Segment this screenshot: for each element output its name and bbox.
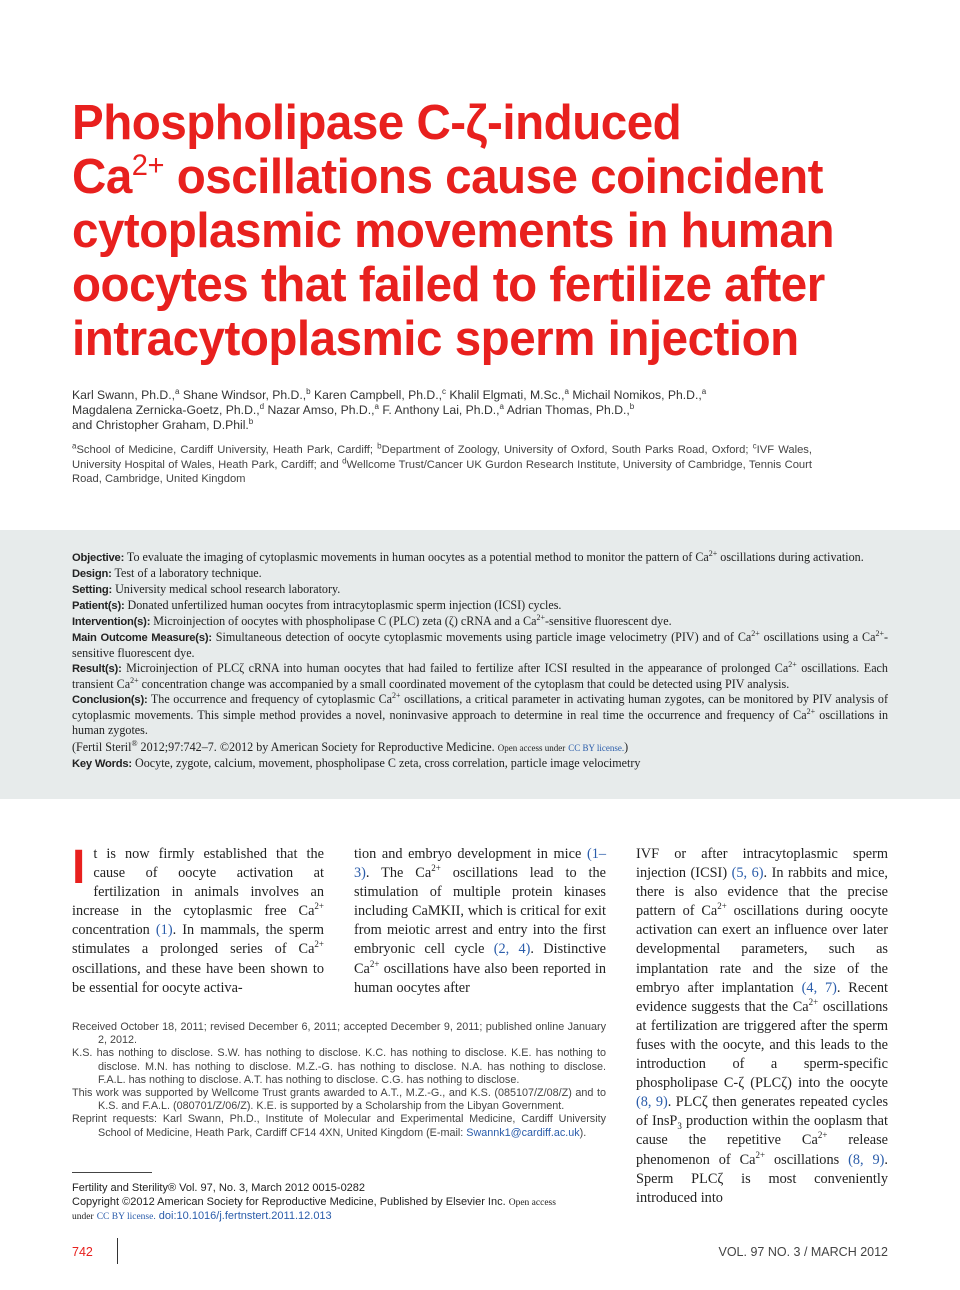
superscript: 2+ — [751, 628, 760, 638]
reference-link[interactable]: (1–3) — [354, 846, 606, 882]
abstract-text: To evaluate the imaging of cytoplasmic movements in human oocytes as a potential method to monitor the pattern of Ca — [126, 550, 709, 564]
abstract-text: oscillations in human zygotes. — [72, 708, 888, 737]
body-text: oscillations lead to the stimulation of multiple protein kinases including CaMKII, which is critical for exit from meiotic arrest and entry into the first embryonic cell cycle — [354, 865, 606, 958]
body-column-3 — [636, 845, 888, 1208]
author-name: Magdalena Zernicka-Goetz, Ph.D., — [72, 403, 260, 417]
keywords-text: Oocyte, zygote, calcium, movement, phospholipase C zeta, cross correlation, particle image velocimetry — [135, 756, 641, 770]
reference-link[interactable]: (1) — [155, 922, 173, 939]
superscript: 2+ — [808, 996, 819, 1007]
body-text: . Sperm PLCζ is most conveniently introduced into — [636, 1151, 888, 1206]
affiliation-marker: c — [752, 441, 757, 451]
author-name: Michail Nomikos, Ph.D., — [572, 388, 702, 402]
title-text: oscillations cause coincident — [164, 150, 824, 204]
footnote-divider — [72, 1172, 152, 1173]
citation-text: 2012;97:742–7. ©2012 by American Society for Reproductive Medicine. — [137, 740, 495, 754]
subscript: 3 — [677, 1121, 682, 1132]
superscript: 2+ — [717, 901, 727, 912]
abstract-text: Microinjection of oocytes with phospholipase C (PLC) zeta (ζ) cRNA and a Ca — [153, 614, 537, 628]
abstract-label: Design: — [72, 568, 112, 580]
abstract-text: Microinjection of PLCζ cRNA into human oocytes that had failed to fertilize after ICSI resulted in the appearance of prolonged Ca — [126, 661, 789, 675]
title-line: intracytoplasmic sperm injection — [72, 312, 799, 366]
cc-by-license-link[interactable]: CC BY license. — [96, 1212, 156, 1222]
title-line: cytoplasmic movements in human — [72, 204, 834, 258]
abstract-citation — [72, 740, 888, 756]
funding: This work was supported by Wellcome Trust grants awarded to A.T., M.Z.-G., and K.S. (085107/Z/08/Z) and to K.S. and F.A.L. (080701/Z/06/Z). K.E. is supported by a Scholarship from the Libyan Government. — [72, 1087, 606, 1113]
abstract-label: Main Outcome Measure(s): — [72, 632, 212, 644]
abstract-result — [72, 661, 888, 692]
author-name: Nazar Amso, Ph.D., — [267, 403, 375, 417]
body-text: . In rabbits and mice, there is also evidence that the precise pattern of Ca — [636, 865, 888, 920]
email-link[interactable]: Swannk1@cardiff.ac.uk — [466, 1126, 580, 1139]
superscript: 2+ — [314, 939, 324, 950]
abstract-design — [72, 566, 888, 582]
author-affiliation-marker: a — [499, 401, 504, 411]
reprint-requests — [72, 1113, 606, 1139]
body-text: IVF or after intracytoplasmic sperm injection (ICSI) — [636, 846, 888, 882]
affiliation-marker: a — [72, 441, 77, 451]
body-text: t is now firmly established that the cause of oocyte activation at fertilization in animals involves an increase in the cytoplasmic free Ca — [72, 846, 324, 920]
footnotes — [72, 1021, 606, 1140]
title-line — [72, 150, 897, 204]
body-text: oscillations, and these have been shown to be essential for oocyte activa- — [72, 960, 324, 996]
abstract-label: Patient(s): — [72, 600, 125, 612]
article-title — [72, 96, 897, 366]
abstract-outcome — [72, 630, 888, 661]
superscript: 2+ — [708, 548, 718, 558]
copyright-text: Copyright ©2012 American Society for Reproductive Medicine, Published by Elsevier Inc. — [72, 1195, 506, 1208]
abstract-intervention — [72, 614, 888, 630]
reference-link[interactable]: (5, 6) — [731, 865, 764, 882]
affiliation-text: Wellcome Trust/Cancer UK Gurdon Research Institute, University of Cambridge, Tennis Court Road, Cambridge, United Kingdom — [72, 458, 812, 485]
reference-link[interactable]: (2, 4) — [493, 941, 531, 958]
reprint-text: ). — [579, 1126, 587, 1139]
body-text: oscillations — [765, 1151, 849, 1168]
citation-text: (Fertil Steril — [72, 740, 132, 754]
author-name: Shane Windsor, Ph.D., — [182, 388, 307, 402]
page-number: 742 — [72, 1245, 93, 1259]
author-affiliation-marker: c — [441, 386, 446, 396]
author-name: and Christopher Graham, D.Phil. — [72, 418, 249, 432]
title-superscript: 2+ — [131, 149, 165, 182]
abstract-text: oscillations, a critical parameter in activating human zygotes, can be monitored by PIV analysis of cytoplasmic movements. This simple method provides a novel, noninvasive approach to determine in real time the occurrence and frequency of Ca — [72, 692, 888, 722]
citation-text: ) — [624, 740, 629, 754]
title-line: Phospholipase C-ζ-induced — [72, 96, 682, 150]
body-text: . Distinctive Ca — [354, 941, 607, 977]
title-text: Ca — [72, 150, 132, 204]
abstract-label: Setting: — [72, 584, 113, 596]
body-text: oscillations at fertilization are triggered after the sperm fuses with the oocyte, and this leads to the introduction of a sperm-specific phospholipase C-ζ (PLCζ) into the oocyte — [636, 998, 888, 1092]
affiliation-text: School of Medicine, Cardiff University, Heath Park, Cardiff; — [76, 444, 373, 456]
author-affiliation-marker: b — [306, 386, 311, 396]
author-name: F. Anthony Lai, Ph.D., — [382, 403, 500, 417]
abstract-label: Result(s): — [72, 663, 122, 675]
reference-link[interactable]: (8, 9) — [848, 1151, 885, 1168]
reference-link[interactable]: (8, 9) — [636, 1094, 668, 1111]
author-name: Khalil Elgmati, M.Sc., — [449, 388, 565, 402]
issue-info: VOL. 97 NO. 3 / MARCH 2012 — [718, 1245, 888, 1259]
open-access-note: Open access — [508, 1197, 556, 1208]
drop-cap: I — [72, 841, 86, 894]
reference-link[interactable]: (4, 7) — [801, 979, 837, 996]
superscript: 2+ — [788, 659, 797, 669]
abstract-objective — [72, 550, 888, 566]
body-text: oscillations during oocyte activation can exert an influence over later developmental parameters, such as implantation rate and the size of the embryo after implantation — [636, 903, 888, 996]
author-affiliation-marker: a — [564, 386, 569, 396]
author-affiliation-marker: b — [248, 416, 254, 426]
superscript: 2+ — [369, 958, 380, 969]
author-affiliation-marker: a — [374, 401, 379, 411]
abstract-label: Key Words: — [72, 758, 132, 770]
abstract-text: Simultaneous detection of oocyte cytoplasmic movements using particle image velocimetry (PIV) and of Ca — [215, 630, 752, 644]
superscript: 2+ — [431, 863, 441, 874]
abstract-text: concentration change was accompanied by a small coordinated movement of the cytoplasm that could be detected using PIV analysis. — [138, 677, 790, 691]
body-text: . Recent evidence suggests that the Ca — [636, 979, 888, 1015]
body-text: oscillations have also been reported in human oocytes after — [354, 960, 606, 996]
abstract-text: -sensitive fluorescent dye. — [72, 630, 888, 660]
author-name: Adrian Thomas, Ph.D., — [506, 403, 630, 417]
disclosures: K.S. has nothing to disclose. S.W. has nothing to disclose. K.C. has nothing to disclose. K.E. has nothing to disclose. M.N. has nothing to disclose. M.Z.-G. has nothing to disclose. N.A. has nothing to disclose. F.A.L. has nothing to disclose. A.T. has nothing to disclose. C.G. has nothing to disclose. — [72, 1047, 606, 1086]
author-affiliation-marker: b — [629, 401, 635, 411]
affiliation-marker: b — [377, 441, 382, 451]
journal-line: Fertility and Sterility® Vol. 97, No. 3, March 2012 0015-0282 — [72, 1182, 366, 1194]
affiliation-marker: d — [342, 455, 347, 465]
abstract-text: The occurrence and frequency of cytoplasmic Ca — [150, 692, 392, 706]
superscript: 2+ — [817, 1130, 828, 1141]
author-affiliation-marker: a — [174, 386, 180, 396]
abstract-label: Conclusion(s): — [72, 694, 148, 706]
abstract-text: -sensitive fluorescent dye. — [544, 614, 672, 628]
body-column-2 — [354, 845, 606, 998]
abstract-keywords — [72, 756, 888, 772]
superscript: 2+ — [875, 628, 884, 638]
affiliation-text: Department of Zoology, University of Oxford, South Parks Road, Oxford; — [381, 444, 749, 456]
cc-by-license-link[interactable]: CC BY license. — [568, 743, 625, 753]
abstract-text: University medical school research laboratory. — [115, 582, 341, 596]
superscript: 2+ — [392, 690, 401, 700]
abstract-text: Donated unfertilized human oocytes from intracytoplasmic sperm injection (ICSI) cycles. — [127, 598, 562, 612]
author-affiliation-marker: a — [701, 386, 707, 396]
superscript: 2+ — [755, 1149, 766, 1160]
abstract-text: oscillations. Each transient Ca — [72, 661, 888, 691]
body-text: . In mammals, the sperm stimulates a prolonged series of Ca — [72, 922, 324, 958]
author-affiliation-marker: d — [259, 401, 265, 411]
abstract-patients — [72, 598, 888, 614]
body-column-1 — [72, 841, 324, 998]
abstract-text: oscillations using a Ca — [759, 630, 876, 644]
affiliations — [72, 443, 812, 487]
body-text: tion and embryo development in mice — [354, 846, 587, 862]
affiliation-text: IVF Wales, University Hospital of Wales, Heath Park, Cardiff; and — [72, 444, 813, 471]
copyright-line — [72, 1196, 606, 1211]
superscript: ® — [131, 738, 138, 748]
author-name: Karl Swann, Ph.D., — [72, 388, 175, 402]
body-text: . The Ca — [365, 865, 432, 882]
abstract-label: Intervention(s): — [72, 616, 151, 628]
body-text: . PLCζ then generates repeated cycles of InsP — [636, 1094, 889, 1130]
open-access-note: under — [72, 1212, 94, 1222]
body-text: release phenomenon of Ca — [636, 1132, 888, 1168]
superscript: 2+ — [130, 675, 139, 685]
abstract-text: oscillations during activation. — [717, 550, 864, 564]
body-text: production within the ooplasm that cause the repetitive Ca — [636, 1113, 888, 1149]
reprint-text: Reprint requests: Karl Swann, Ph.D., Institute of Molecular and Experimental Medicine, Cardiff University School of Medicine, Heath Park, Cardiff CF14 4XN, United Kingdom (E-mail: — [72, 1113, 606, 1139]
abstract-label: Objective: — [72, 552, 125, 564]
abstract — [72, 550, 888, 772]
superscript: 2+ — [536, 612, 545, 622]
abstract-conclusion — [72, 692, 888, 738]
author-list — [72, 388, 812, 433]
journal-info — [72, 1182, 606, 1225]
author-name: Karen Campbell, Ph.D., — [313, 388, 442, 402]
footer-divider — [117, 1238, 118, 1264]
body-text: concentration — [72, 922, 156, 939]
superscript: 2+ — [806, 706, 816, 716]
abstract-setting — [72, 582, 888, 598]
superscript: 2+ — [314, 901, 324, 912]
doi-link[interactable]: doi:10.1016/j.fertnstert.2011.12.013 — [158, 1210, 332, 1222]
received-dates: Received October 18, 2011; revised December 6, 2011; accepted December 9, 2011; published online January 2, 2012. — [72, 1021, 606, 1047]
open-access-note: Open access under — [497, 743, 566, 753]
abstract-text: Test of a laboratory technique. — [114, 566, 262, 580]
title-line: oocytes that failed to fertilize after — [72, 258, 825, 312]
license-line — [72, 1210, 606, 1225]
